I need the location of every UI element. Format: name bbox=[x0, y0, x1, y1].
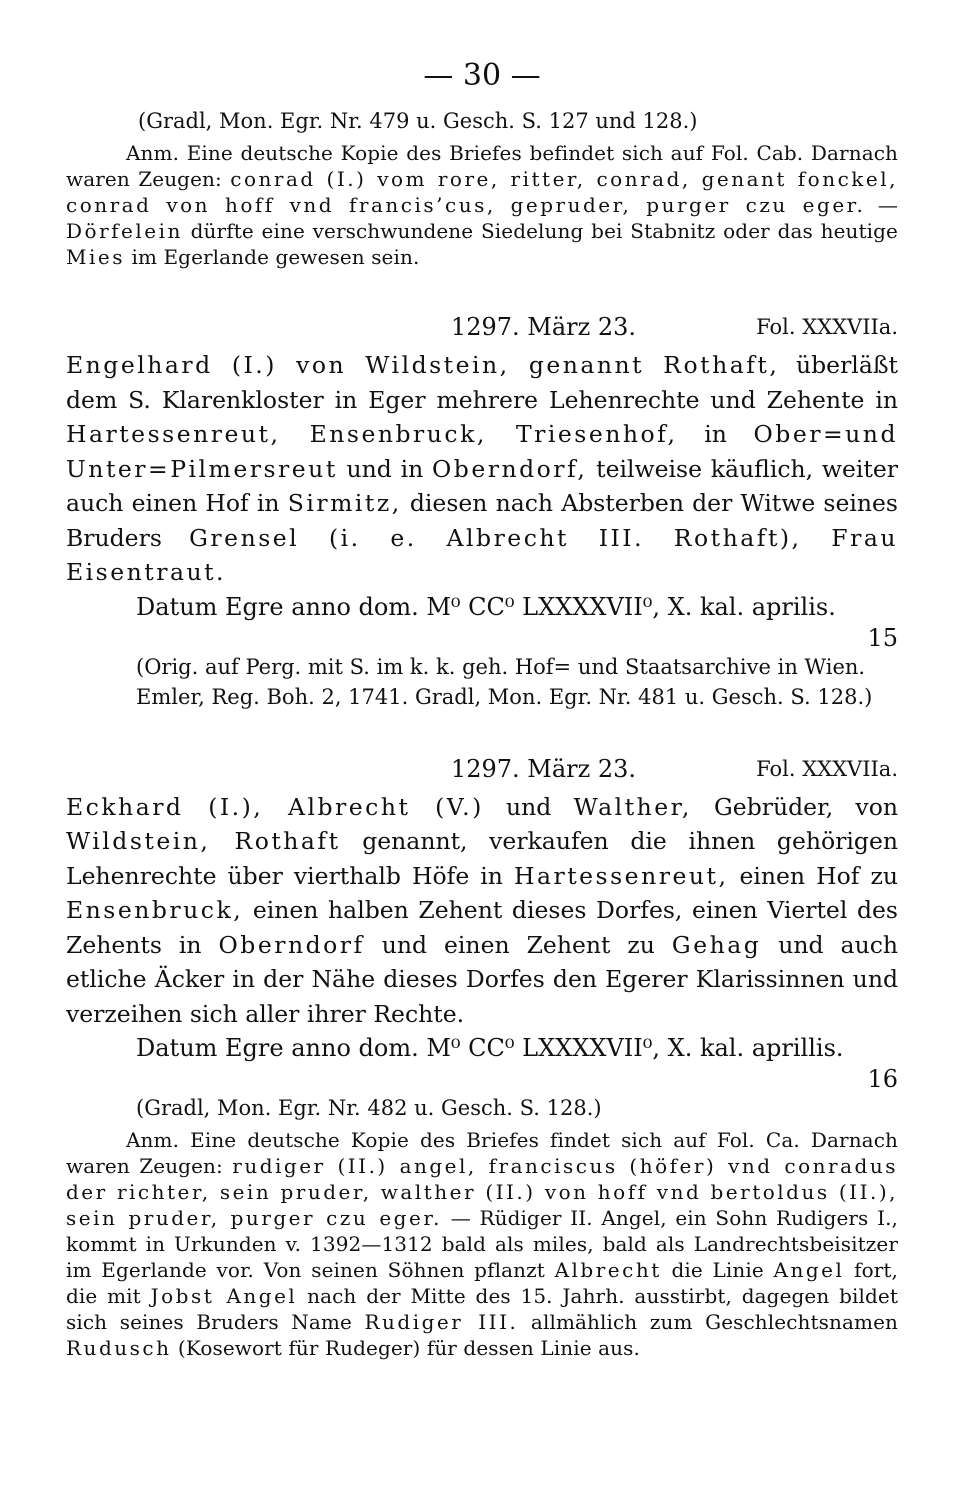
spaced-name: Oberndorf bbox=[218, 930, 365, 959]
entry-header bbox=[66, 310, 898, 344]
text-segment: teilweise käuflich, weiter auch einen Hof in bbox=[66, 454, 898, 517]
spaced-name: Sirmitz, bbox=[287, 489, 402, 517]
entry-folio: Fol. XXXVIIa. bbox=[756, 315, 898, 339]
entry-source: (Gradl, Mon. Egr. Nr. 482 u. Gesch. S. 128.) bbox=[136, 1096, 602, 1120]
spaced-name: Engelhard (I.) von Wildstein, genannt Rothaft, bbox=[66, 351, 780, 379]
entry-number: 15 bbox=[867, 623, 898, 652]
spaced-name: Walther, bbox=[573, 792, 692, 821]
text-segment: — Rüdiger II. Angel, ein Sohn Rudigers I., kommt in Urkunden v. 1392—1312 bald als miles, bald als Landrechtsbeisitzer im Egerlande vor. Von seinen Söhnen pflanzt bbox=[66, 1206, 898, 1282]
text-segment: und in bbox=[337, 454, 433, 483]
entry-date: 1297. März 23. bbox=[450, 313, 637, 341]
spaced-name: Angel bbox=[773, 1258, 845, 1282]
text-segment: diesen nach Absterben der Witwe seines Bruders bbox=[66, 489, 898, 552]
note-place-doerfelein: Dörfelein bbox=[66, 219, 183, 243]
spaced-name: Rudiger III. bbox=[364, 1310, 519, 1334]
entry-datum: Datum Egre anno dom. M⁰ CC⁰ LXXXXVII⁰, X. kal. aprillis. bbox=[136, 1034, 844, 1062]
text-segment: Anm. Eine deutsche Kopie des Briefes findet sich auf Fol. Ca. Darnach waren Zeugen: bbox=[66, 1128, 898, 1178]
charter-entry-16 bbox=[66, 752, 898, 1124]
spaced-name: Albrecht bbox=[554, 1258, 662, 1282]
entry-summary bbox=[66, 790, 898, 1032]
spaced-name: Wildstein, Rothaft bbox=[66, 827, 341, 855]
text-segment: die Linie bbox=[661, 1258, 774, 1282]
text-segment: und bbox=[483, 792, 574, 821]
spaced-name: Jobst Angel bbox=[150, 1284, 298, 1308]
spaced-name: Oberndorf, bbox=[432, 454, 588, 483]
text-segment: fort, die mit bbox=[66, 1258, 898, 1308]
top-annotation bbox=[66, 140, 898, 270]
entry-header bbox=[66, 752, 898, 786]
spaced-name: Hartessenreut, Ensenbruck, Triesenhof, bbox=[66, 420, 678, 448]
text-segment: genannt, verkaufen die ihnen gehörigen Lehenrechte über vierthalb Höfe in bbox=[66, 827, 898, 890]
spaced-name: Ensenbruck, bbox=[66, 896, 244, 924]
note-text: im Egerlande gewesen sein. bbox=[124, 245, 420, 269]
text-segment: einen Hof zu bbox=[728, 861, 898, 890]
entry-summary bbox=[66, 348, 898, 590]
text-segment: und einen Zehent zu bbox=[364, 930, 672, 959]
spaced-name: Grensel (i. e. Albrecht III. Rothaft), Frau Eisentraut. bbox=[66, 523, 898, 586]
entry-date: 1297. März 23. bbox=[450, 754, 637, 783]
note-text: Anm. Eine deutsche Kopie des Briefes befindet sich auf Fol. Cab. Darnach waren Zeugen: bbox=[66, 141, 898, 191]
spaced-name: Hartessenreut, bbox=[513, 861, 729, 890]
text-segment: Gebrüder, von bbox=[691, 792, 898, 821]
text-segment: (Kosewort für Rudeger) für dessen Linie aus. bbox=[171, 1336, 640, 1360]
text-segment: in bbox=[677, 420, 754, 448]
page-number: — 30 — bbox=[423, 58, 541, 93]
entry-number: 16 bbox=[867, 1065, 898, 1093]
text-segment: einen halben Zehent dieses Dorfes, einen Viertel des Zehents in bbox=[66, 896, 898, 959]
charter-entry-15 bbox=[66, 310, 898, 712]
entry-folio: Fol. XXXVIIa. bbox=[756, 756, 898, 781]
text-segment: und auch etliche Äcker in der Nähe dieses Dorfes den Egerer Klarissinnen und verzeihen sich aller ihrer Rechte. bbox=[66, 930, 899, 1028]
bottom-annotation bbox=[66, 1127, 898, 1361]
entry-source: (Orig. auf Perg. mit S. im k. k. geh. Hof= und Staatsarchive in Wien. Emler, Reg. Boh. 2, 1741. Gradl, Mon. Egr. Nr. 481 u. Gesch. S. 128.) bbox=[136, 654, 873, 709]
text-segment: überläßt dem S. Klarenkloster in Eger mehrere Lehenrechte und Zehente in bbox=[66, 351, 898, 414]
note-place-mies: Mies bbox=[66, 245, 125, 269]
text-segment: allmählich zum Geschlechtsnamen bbox=[518, 1310, 898, 1334]
note-witnesses: conrad (I.) vom rore, ritter, conrad, genant fonckel, conrad von hoff vnd francis’cus, gepruder, purger czu eger. bbox=[66, 167, 898, 217]
spaced-name: Rudusch bbox=[66, 1336, 172, 1360]
spaced-name: Gehag bbox=[671, 930, 762, 959]
note-text: dürfte eine verschwundene Siedelung bei Stabnitz oder das heutige bbox=[182, 219, 898, 243]
text-segment: nach der Mitte des 15. Jahrh. ausstirbt, dagegen bildet sich seines Bruders Name bbox=[66, 1284, 898, 1334]
note-dash: — bbox=[865, 193, 898, 217]
top-source-citation: (Gradl, Mon. Egr. Nr. 479 u. Gesch. S. 127 und 128.) bbox=[138, 109, 698, 133]
spaced-name: Eckhard (I.), Albrecht (V.) bbox=[66, 792, 484, 821]
spaced-name: Ober=und Unter=Pilmersreut bbox=[66, 420, 898, 483]
spaced-name: rudiger (II.) angel, franciscus (höfer) vnd conradus der richter, sein pruder, walther (II.) von hoff vnd bertoldus (II.), sein pruder, purger czu eger. bbox=[66, 1154, 898, 1230]
entry-datum: Datum Egre anno dom. M⁰ CC⁰ LXXXXVII⁰, X. kal. aprilis. bbox=[136, 592, 836, 621]
